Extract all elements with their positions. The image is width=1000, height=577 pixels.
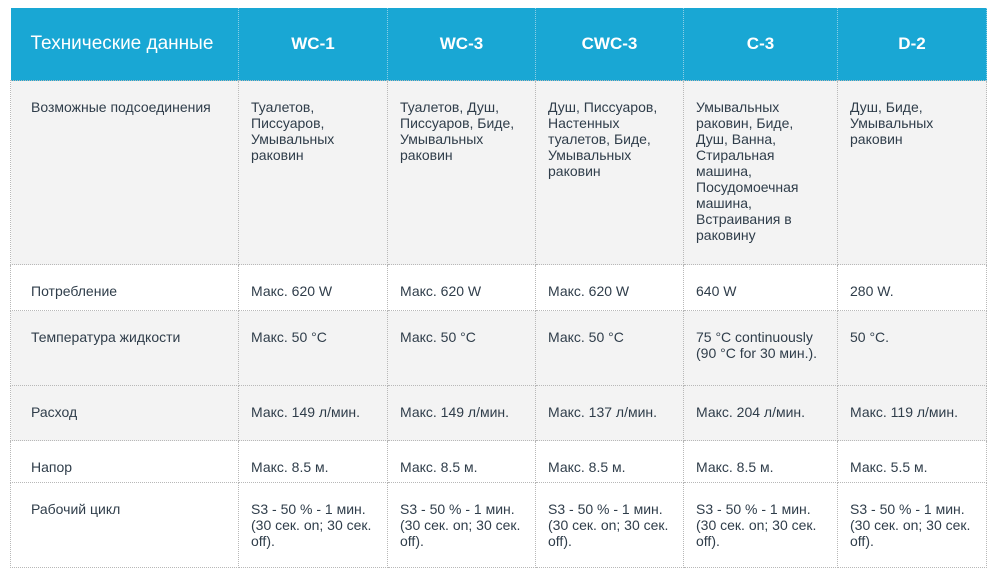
table-cell: Макс. 5.5 м. [838,441,987,483]
header-cell: Технические данные [11,8,239,81]
table-cell: Туалетов, Душ, Писсуаров, Биде, Умывальных раковин [388,81,536,265]
table-cell: Макс. 149 л/мин. [239,386,388,441]
table-row [11,441,987,483]
row-label: Возможные подсоединения [11,81,239,265]
table-cell: Макс. 620 W [388,265,536,311]
header-cell: WC-3 [388,8,536,81]
table-cell: Макс. 149 л/мин. [388,386,536,441]
row-label: Рабочий цикл [11,483,239,568]
table-cell: Макс. 50 °C [536,311,684,386]
table-cell: Макс. 8.5 м. [684,441,838,483]
table-cell: Макс. 620 W [536,265,684,311]
row-label: Температура жидкости [11,311,239,386]
table-cell: S3 - 50 % - 1 мин. (30 сек. on; 30 сек. off). [536,483,684,568]
table-cell: Макс. 119 л/мин. [838,386,987,441]
table-row [11,265,987,311]
table-cell: Макс. 50 °C [388,311,536,386]
table-row [11,386,987,441]
table-cell: 50 °C. [838,311,987,386]
table-cell: S3 - 50 % - 1 мин. (30 сек. on; 30 сек. off). [388,483,536,568]
table-cell: Душ, Биде, Умывальных раковин [838,81,987,265]
row-label: Напор [11,441,239,483]
table-cell: Макс. 620 W [239,265,388,311]
table-cell: 640 W [684,265,838,311]
tech-data-table [10,8,987,568]
table-cell: S3 - 50 % - 1 мин. (30 сек. on; 30 сек. off). [838,483,987,568]
table-row [11,311,987,386]
table-cell: Макс. 50 °C [239,311,388,386]
table-cell: Макс. 137 л/мин. [536,386,684,441]
header-cell: C-3 [684,8,838,81]
table-cell: Макс. 8.5 м. [388,441,536,483]
header-cell: D-2 [838,8,987,81]
row-label: Расход [11,386,239,441]
row-label: Потребление [11,265,239,311]
table-cell: S3 - 50 % - 1 мин. (30 сек. on; 30 сек. off). [239,483,388,568]
header-cell: CWC-3 [536,8,684,81]
table-cell: 75 °C continuously (90 °C for 30 мин.). [684,311,838,386]
table-cell: Туалетов, Писсуаров, Умывальных раковин [239,81,388,265]
header-row [11,8,987,81]
table-cell: Душ, Писсуаров, Настенных туалетов, Биде, Умывальных раковин [536,81,684,265]
table-cell: Умывальных раковин, Биде, Душ, Ванна, Стиральная машина, Посудомоечная машина, Встраивания в раковину [684,81,838,265]
table-row [11,81,987,265]
table-cell: Макс. 8.5 м. [536,441,684,483]
header-cell: WC-1 [239,8,388,81]
table-row [11,483,987,568]
table-cell: S3 - 50 % - 1 мин. (30 сек. on; 30 сек. off). [684,483,838,568]
table-cell: Макс. 8.5 м. [239,441,388,483]
table-cell: 280 W. [838,265,987,311]
table-cell: Макс. 204 л/мин. [684,386,838,441]
